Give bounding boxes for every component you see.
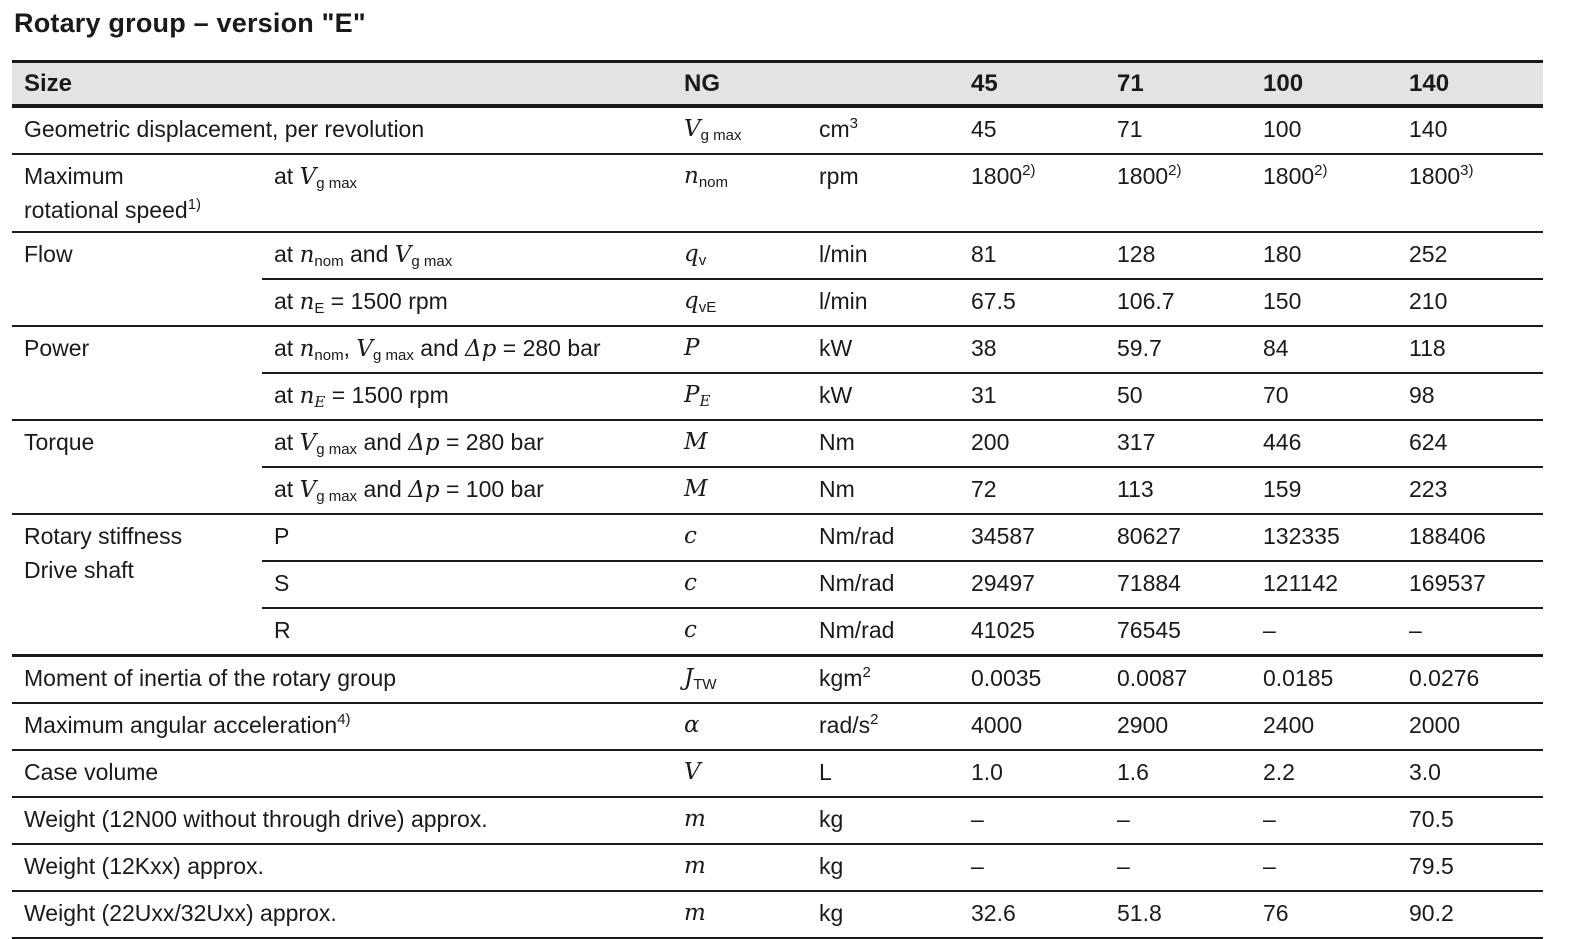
- row-label: Rotary stiffness Drive shaft: [12, 514, 262, 656]
- symbol: $P_E$: [672, 373, 807, 420]
- value: 38: [959, 326, 1105, 373]
- value: 81: [959, 232, 1105, 279]
- condition: at $V_{g max}$ and Δp = 100 bar: [262, 467, 672, 514]
- condition: at $n_{nom}$ and $V_{g max}$: [262, 232, 672, 279]
- table-row: [12, 106, 1543, 154]
- value: –: [1105, 797, 1251, 844]
- value: 71: [1105, 106, 1251, 154]
- value: –: [1105, 844, 1251, 891]
- symbol: c: [672, 514, 807, 561]
- row-label: Moment of inertia of the rotary group: [12, 656, 672, 704]
- table-row: [12, 232, 1543, 279]
- value: 84: [1251, 326, 1397, 373]
- value: 76: [1251, 891, 1397, 938]
- table-row: [12, 703, 1543, 750]
- value: 0.0185: [1251, 656, 1397, 704]
- symbol: M: [672, 420, 807, 467]
- header-size-100: 100: [1251, 62, 1397, 107]
- value: –: [1251, 608, 1397, 656]
- symbol: m: [672, 844, 807, 891]
- symbol: P: [672, 326, 807, 373]
- symbol: c: [672, 608, 807, 656]
- condition: S: [262, 561, 672, 608]
- row-label: Maximum rotational speed$^{1)}$: [12, 154, 262, 232]
- value: 2.2: [1251, 750, 1397, 797]
- unit: Nm: [807, 467, 959, 514]
- value: 624: [1397, 420, 1543, 467]
- unit: $cm^3$: [807, 106, 959, 154]
- row-label: Weight (12N00 without through drive) approx.: [12, 797, 672, 844]
- value: 0.0087: [1105, 656, 1251, 704]
- value: 188406: [1397, 514, 1543, 561]
- symbol: $n_{nom}$: [672, 154, 807, 232]
- value: 0.0276: [1397, 656, 1543, 704]
- condition: P: [262, 514, 672, 561]
- symbol: M: [672, 467, 807, 514]
- value: 210: [1397, 279, 1543, 326]
- unit: rpm: [807, 154, 959, 232]
- value: 71884: [1105, 561, 1251, 608]
- row-label-empty: [12, 373, 262, 420]
- table-row: [12, 326, 1543, 373]
- unit: Nm/rad: [807, 608, 959, 656]
- value: 1800$^{2)}$: [959, 154, 1105, 232]
- value: 4000: [959, 703, 1105, 750]
- symbol: $J_{TW}$: [672, 656, 807, 704]
- header-size-71: 71: [1105, 62, 1251, 107]
- header-size: Size: [12, 62, 672, 107]
- row-label: Weight (12Kxx) approx.: [12, 844, 672, 891]
- value: 90.2: [1397, 891, 1543, 938]
- value: 223: [1397, 467, 1543, 514]
- unit: Nm: [807, 420, 959, 467]
- row-label: Case volume: [12, 750, 672, 797]
- value: 121142: [1251, 561, 1397, 608]
- unit: rad/$s^2$: [807, 703, 959, 750]
- value: 41025: [959, 608, 1105, 656]
- value: 113: [1105, 467, 1251, 514]
- value: 2000: [1397, 703, 1543, 750]
- value: 100: [1251, 106, 1397, 154]
- value: 118: [1397, 326, 1543, 373]
- value: 32.6: [959, 891, 1105, 938]
- value: 169537: [1397, 561, 1543, 608]
- value: 159: [1251, 467, 1397, 514]
- unit: l/min: [807, 279, 959, 326]
- table-row: [12, 891, 1543, 938]
- row-label: Maximum angular acceleration$^{4)}$: [12, 703, 672, 750]
- table-row: [12, 373, 1543, 420]
- value: 29497: [959, 561, 1105, 608]
- value: 72: [959, 467, 1105, 514]
- value: 1800$^{3)}$: [1397, 154, 1543, 232]
- table-row: [12, 279, 1543, 326]
- value: 150: [1251, 279, 1397, 326]
- value: 70.5: [1397, 797, 1543, 844]
- condition: at $n_E = 1500$ rpm: [262, 373, 672, 420]
- value: 80627: [1105, 514, 1251, 561]
- value: 140: [1397, 106, 1543, 154]
- value: 34587: [959, 514, 1105, 561]
- value: 0.0035: [959, 656, 1105, 704]
- unit: kg: [807, 844, 959, 891]
- row-label-empty: [12, 467, 262, 514]
- value: 180: [1251, 232, 1397, 279]
- symbol: m: [672, 797, 807, 844]
- table-row: [12, 514, 1543, 561]
- header-unit: [807, 62, 959, 107]
- condition: at $V_{g max}$ and Δp = 280 bar: [262, 420, 672, 467]
- table-row: [12, 420, 1543, 467]
- symbol: $q_v$: [672, 232, 807, 279]
- table-row: [12, 656, 1543, 704]
- unit: Nm/rad: [807, 561, 959, 608]
- value: 106.7: [1105, 279, 1251, 326]
- value: –: [1397, 608, 1543, 656]
- value: 1.0: [959, 750, 1105, 797]
- unit: l/min: [807, 232, 959, 279]
- value: 317: [1105, 420, 1251, 467]
- header-size-45: 45: [959, 62, 1105, 107]
- symbol: V: [672, 750, 807, 797]
- value: 2400: [1251, 703, 1397, 750]
- value: 1.6: [1105, 750, 1251, 797]
- value: –: [1251, 797, 1397, 844]
- value: 67.5: [959, 279, 1105, 326]
- value: 98: [1397, 373, 1543, 420]
- value: 128: [1105, 232, 1251, 279]
- table-row: [12, 797, 1543, 844]
- symbol: $q_{vE}$: [672, 279, 807, 326]
- symbol: α: [672, 703, 807, 750]
- header-ng: NG: [672, 62, 807, 107]
- value: –: [959, 797, 1105, 844]
- value: 2900: [1105, 703, 1251, 750]
- value: 3.0: [1397, 750, 1543, 797]
- unit: kgm$^2$: [807, 656, 959, 704]
- value: 200: [959, 420, 1105, 467]
- value: 31: [959, 373, 1105, 420]
- unit: kW: [807, 326, 959, 373]
- symbol: $V_{g max}$: [672, 106, 807, 154]
- row-label: Power: [24, 335, 90, 361]
- row-label-empty: [12, 279, 262, 326]
- row-label: Geometric displacement, per revolution: [12, 106, 672, 154]
- header-row: [12, 62, 1543, 107]
- value: 132335: [1251, 514, 1397, 561]
- table-row: [12, 467, 1543, 514]
- row-label: Torque: [24, 429, 95, 455]
- value: 252: [1397, 232, 1543, 279]
- value: 76545: [1105, 608, 1251, 656]
- rotary-group-table: [12, 60, 1543, 939]
- condition: R: [262, 608, 672, 656]
- unit: kg: [807, 891, 959, 938]
- condition: at $V_{g max}$: [262, 154, 672, 232]
- table-row: [12, 844, 1543, 891]
- row-label: Flow: [24, 241, 73, 267]
- unit: kW: [807, 373, 959, 420]
- header-size-140: 140: [1397, 62, 1543, 107]
- condition: at $n_{nom}$, $V_{g max}$ and Δp = 280 bar: [262, 326, 672, 373]
- table-row: [12, 750, 1543, 797]
- value: 1800$^{2)}$: [1251, 154, 1397, 232]
- value: –: [1251, 844, 1397, 891]
- value: 50: [1105, 373, 1251, 420]
- value: 45: [959, 106, 1105, 154]
- unit: Nm/rad: [807, 514, 959, 561]
- row-label: Weight (22Uxx/32Uxx) approx.: [12, 891, 672, 938]
- value: 70: [1251, 373, 1397, 420]
- symbol: c: [672, 561, 807, 608]
- value: –: [959, 844, 1105, 891]
- symbol: m: [672, 891, 807, 938]
- page-title: Rotary group – version "E": [14, 8, 366, 38]
- value: 79.5: [1397, 844, 1543, 891]
- table-row: [12, 154, 1543, 232]
- value: 1800$^{2)}$: [1105, 154, 1251, 232]
- value: 446: [1251, 420, 1397, 467]
- condition: at $n_E = 1500$ rpm: [262, 279, 672, 326]
- value: 51.8: [1105, 891, 1251, 938]
- unit: kg: [807, 797, 959, 844]
- unit: L: [807, 750, 959, 797]
- value: 59.7: [1105, 326, 1251, 373]
